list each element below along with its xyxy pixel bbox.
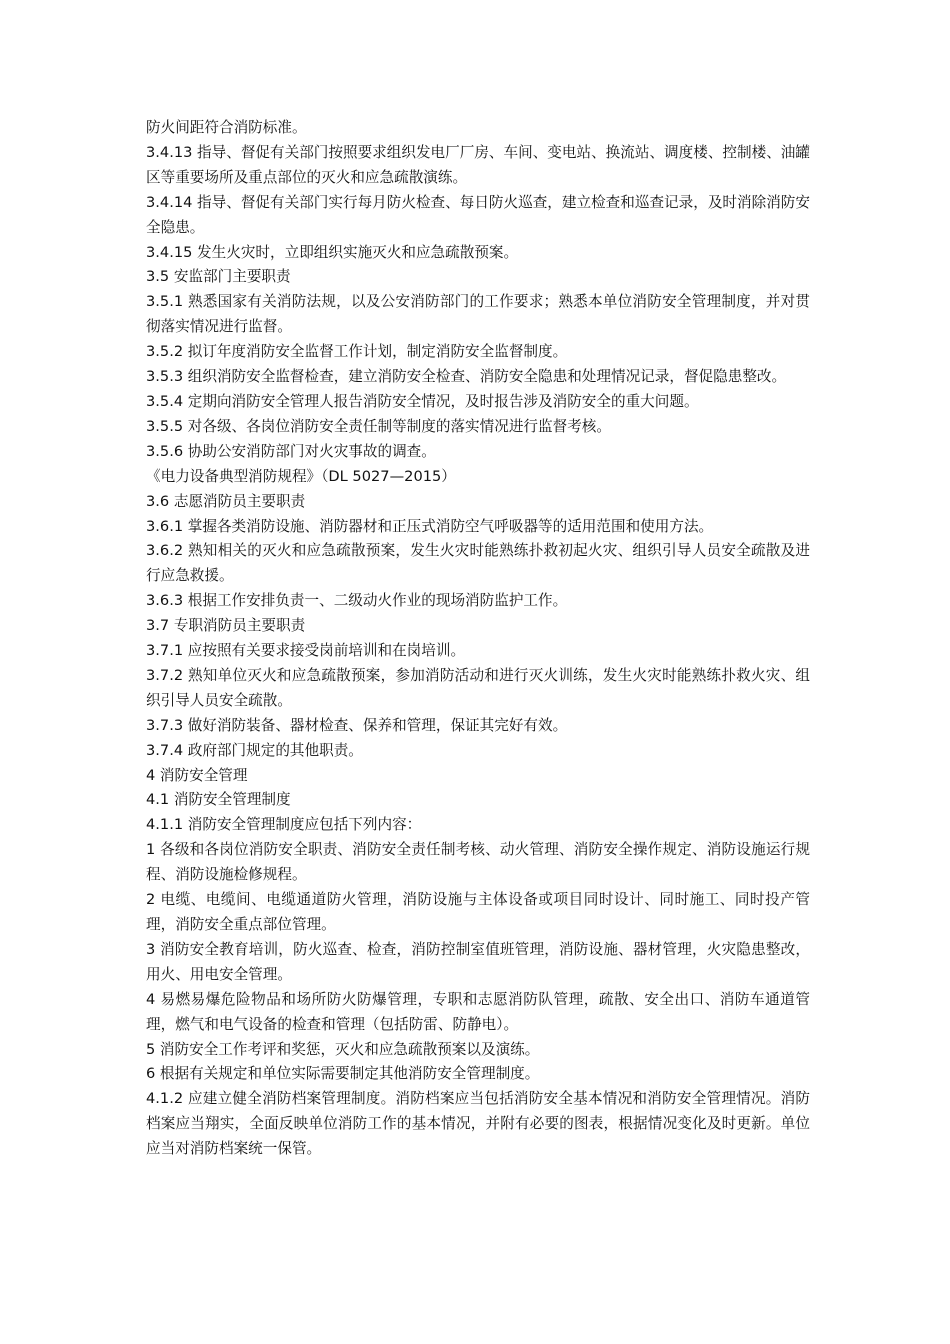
paragraph: 3.5.3 组织消防安全监督检查，建立消防安全检查、消防安全隐患和处理情况记录，督促隐患整改。 — [146, 368, 787, 386]
paragraph: 3.6.1 掌握各类消防设施、消防器材和正压式消防空气呼吸器等的适用范围和使用方法。 — [146, 517, 714, 535]
paragraph: 4.1.2 应建立健全消防档案管理制度。消防档案应当包括消防安全基本情况和消防安全管理情况。消防档案应当翔实，全面反映单位消防工作的基本情况，并附有必要的图表，根据情况变化及时更新。单位应当对消防档案统一保管。 — [146, 1090, 810, 1158]
list-item: 4 易燃易爆危险物品和场所防火防爆管理，专职和志愿消防队管理，疏散、安全出口、消防车通道管理，燃气和电气设备的检查和管理（包括防雷、防静电）。 — [146, 990, 810, 1033]
paragraph: 3.6.2 熟知相关的灭火和应急疏散预案，发生火灾时能熟练扑救初起火灾、组织引导人员安全疏散及进行应急救援。 — [146, 542, 810, 585]
paragraph: 3.6.3 根据工作安排负责一、二级动火作业的现场消防监护工作。 — [146, 592, 568, 610]
paragraph: 4.1.1 消防安全管理制度应包括下列内容： — [146, 816, 422, 834]
paragraph: 3.5.6 协助公安消防部门对火灾事故的调查。 — [146, 442, 436, 460]
paragraph: 3.5.1 熟悉国家有关消防法规，以及公安消防部门的工作要求；熟悉本单位消防安全管理制度，并对贯彻落实情况进行监督。 — [146, 293, 810, 336]
paragraph: 3.5.5 对各级、各岗位消防安全责任制等制度的落实情况进行监督考核。 — [146, 417, 611, 435]
chapter-heading: 4 消防安全管理 — [146, 766, 248, 784]
paragraph: 3.4.14 指导、督促有关部门实行每月防火检查、每日防火巡查，建立检查和巡查记录，及时消除消防安全隐患。 — [146, 193, 810, 236]
list-item: 5 消防安全工作考评和奖惩，灭火和应急疏散预案以及演练。 — [146, 1040, 540, 1058]
source-citation: 《电力设备典型消防规程》（DL 5027—2015） — [146, 467, 456, 485]
section-heading: 3.6 志愿消防员主要职责 — [146, 492, 306, 510]
paragraph: 3.7.3 做好消防装备、器材检查、保养和管理，保证其完好有效。 — [146, 716, 568, 734]
paragraph: 防火间距符合消防标准。 — [146, 119, 307, 136]
paragraph: 3.7.4 政府部门规定的其他职责。 — [146, 741, 363, 759]
paragraph: 3.7.2 熟知单位灭火和应急疏散预案，参加消防活动和进行灭火训练，发生火灾时能熟练扑救火灾、组织引导人员安全疏散。 — [146, 666, 810, 709]
paragraph: 3.4.13 指导、督促有关部门按照要求组织发电厂厂房、车间、变电站、换流站、调度楼、控制楼、油罐区等重要场所及重点部位的灭火和应急疏散演练。 — [146, 143, 810, 186]
document-body — [146, 116, 810, 1162]
section-heading: 4.1 消防安全管理制度 — [146, 791, 291, 809]
paragraph: 3.5.2 拟订年度消防安全监督工作计划，制定消防安全监督制度。 — [146, 343, 568, 361]
list-item: 3 消防安全教育培训，防火巡查、检查，消防控制室值班管理，消防设施、器材管理，火灾隐患整改，用火、用电安全管理。 — [146, 940, 810, 983]
list-item: 2 电缆、电缆间、电缆通道防火管理，消防设施与主体设备或项目同时设计、同时施工、同时投产管理，消防安全重点部位管理。 — [146, 891, 810, 933]
section-heading: 3.7 专职消防员主要职责 — [146, 617, 306, 635]
section-heading: 3.5 安监部门主要职责 — [146, 268, 291, 286]
list-item: 1 各级和各岗位消防安全职责、消防安全责任制考核、动火管理、消防安全操作规定、消防设施运行规程、消防设施检修规程。 — [146, 841, 810, 884]
paragraph: 3.7.1 应按照有关要求接受岗前培训和在岗培训。 — [146, 642, 466, 660]
paragraph: 3.5.4 定期向消防安全管理人报告消防安全情况，及时报告涉及消防安全的重大问题。 — [146, 392, 699, 410]
paragraph: 3.4.15 发生火灾时，立即组织实施灭火和应急疏散预案。 — [146, 243, 519, 261]
list-item: 6 根据有关规定和单位实际需要制定其他消防安全管理制度。 — [146, 1065, 540, 1083]
